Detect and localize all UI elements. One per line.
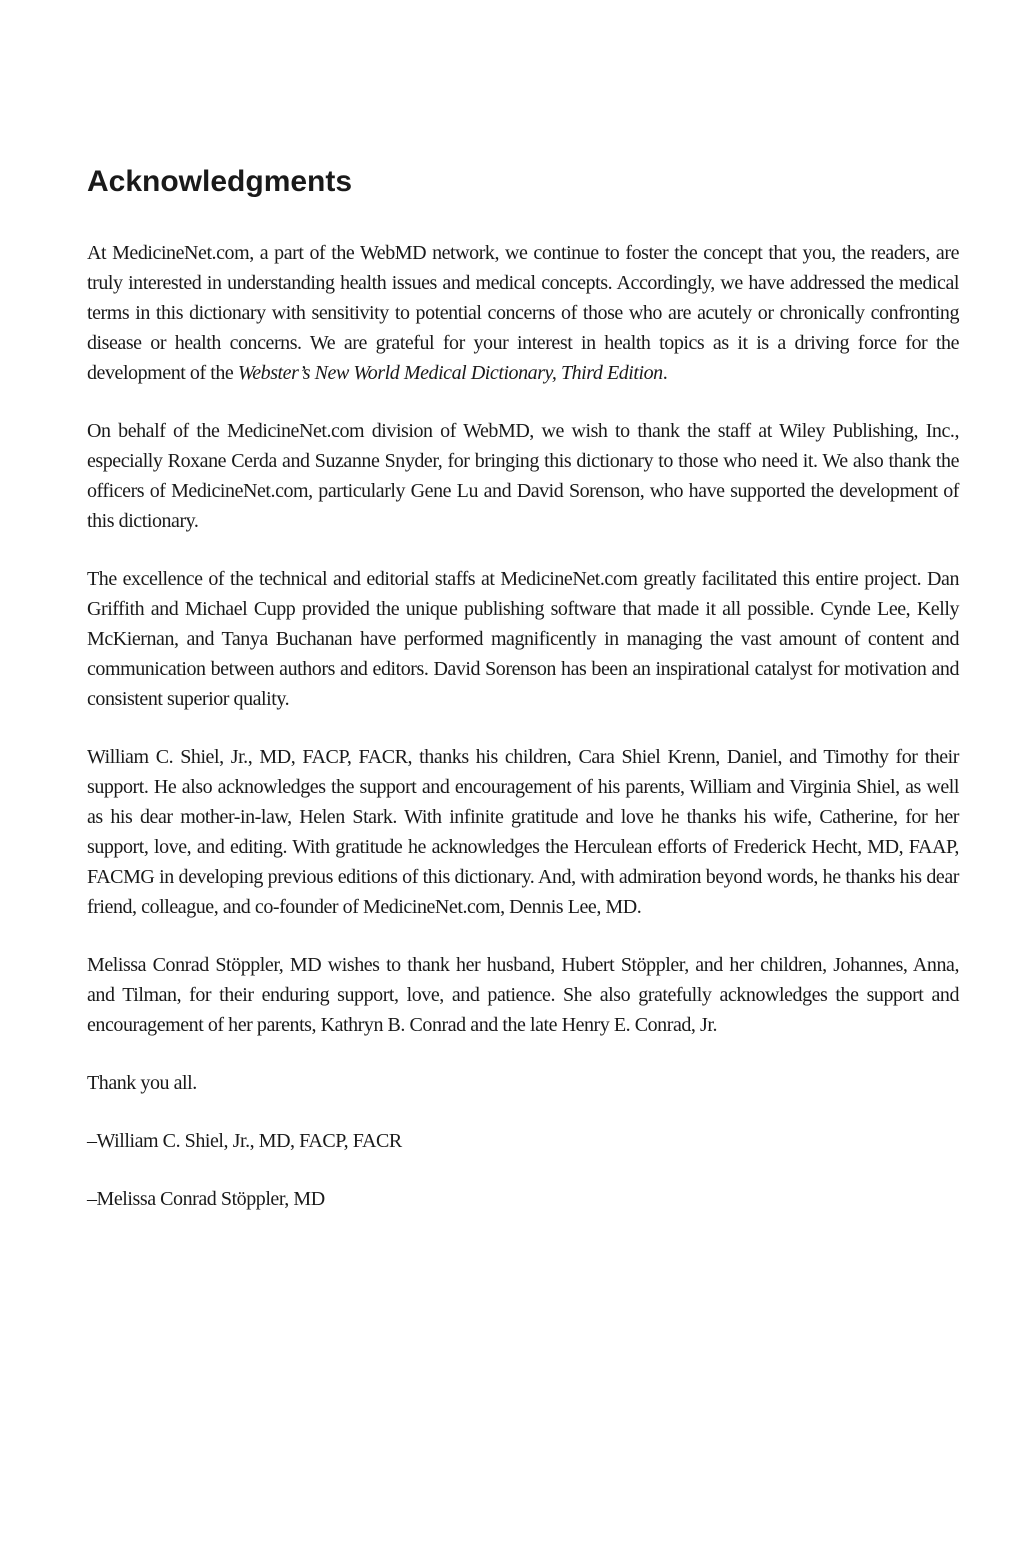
paragraph-intro: [87, 238, 959, 388]
paragraph-wiley-thanks: On behalf of the MedicineNet.com division of WebMD, we wish to thank the staff at Wiley Publishing, Inc., especially Roxane Cerda and Suzanne Snyder, for bringing this dictionary to those who need it. We also thank the officers of MedicineNet.com, particularly Gene Lu and David Sorenson, who have supported the development of this dictionary.: [87, 420, 959, 532]
closing-line: Thank you all.: [87, 1072, 197, 1094]
signature-stoppler: –Melissa Conrad Stöppler, MD: [87, 1188, 325, 1210]
signature-shiel: –William C. Shiel, Jr., MD, FACP, FACR: [87, 1130, 402, 1152]
paragraph-intro-text: At MedicineNet.com, a part of the WebMD network, we continue to foster the concept that you, the readers, are truly interested in understanding health issues and medical concepts. Accordingly, we have addressed the medical terms in this dictionary with sensitivity to potential concerns of those who are acutely or chronically confronting disease or health concerns. We are grateful for your interest in health topics as it is a driving force for the development of the: [87, 242, 959, 384]
paragraph-staff-thanks: The excellence of the technical and editorial staffs at MedicineNet.com greatly facilitated this entire project. Dan Griffith and Michael Cupp provided the unique publishing software that made it all possible. Cynde Lee, Kelly McKiernan, and Tanya Buchanan have performed magnificently in managing the vast amount of content and communication between authors and editors. David Sorenson has been an inspirational catalyst for motivation and consistent superior quality.: [87, 568, 959, 710]
book-title: Webster’s New World Medical Dictionary, Third Edition: [237, 362, 663, 384]
paragraph-intro-end: .: [662, 362, 668, 384]
paragraph-shiel-thanks: William C. Shiel, Jr., MD, FACP, FACR, thanks his children, Cara Shiel Krenn, Daniel, and Timothy for their support. He also acknowledges the support and encouragement of his parents, William and Virginia Shiel, as well as his dear mother-in-law, Helen Stark. With infinite gratitude and love he thanks his wife, Catherine, for her support, love, and editing. With gratitude he acknowledges the Herculean efforts of Frederick Hecht, MD, FAAP, FACMG in developing previous editions of this dictionary. And, with admiration beyond words, he thanks his dear friend, colleague, and co-founder of MedicineNet.com, Dennis Lee, MD.: [87, 746, 959, 918]
document-page: [87, 160, 959, 1242]
paragraph-stoppler-thanks: Melissa Conrad Stöppler, MD wishes to thank her husband, Hubert Stöppler, and her children, Johannes, Anna, and Tilman, for their enduring support, love, and patience. She also gratefully acknowledges the support and encouragement of her parents, Kathryn B. Conrad and the late Henry E. Conrad, Jr.: [87, 954, 959, 1036]
page-title: Acknowledgments: [87, 165, 353, 198]
